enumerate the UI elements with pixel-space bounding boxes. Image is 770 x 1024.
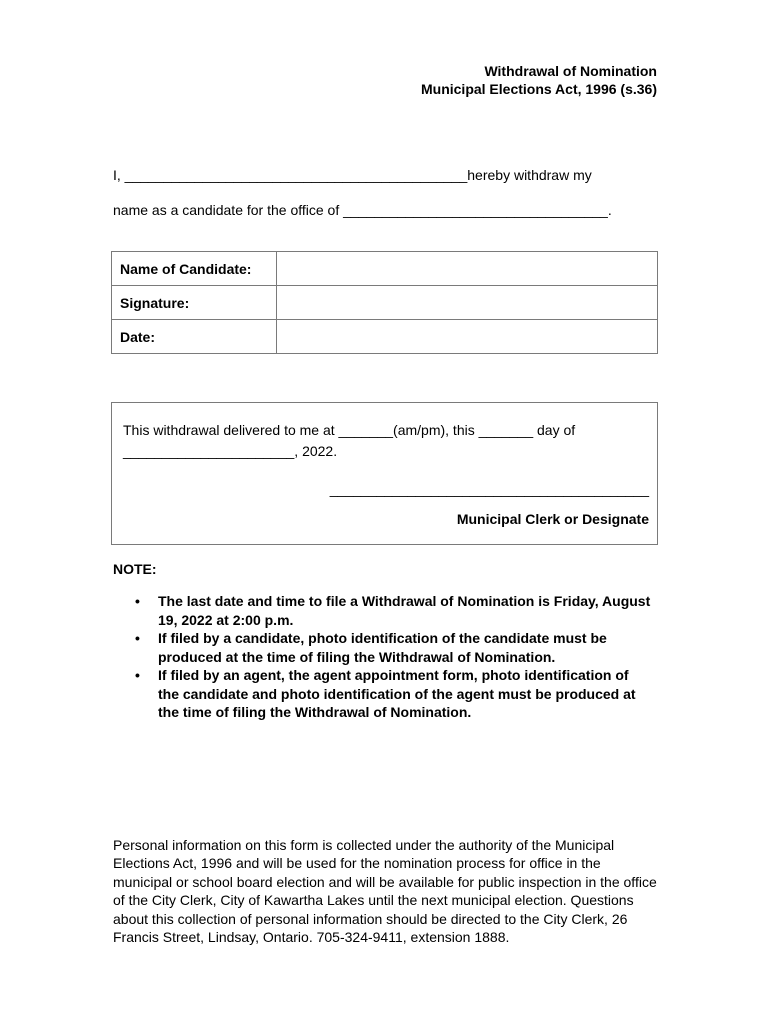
- date-field[interactable]: [277, 320, 658, 354]
- note-text: If filed by an agent, the agent appointment form, photo identification of the candidate and photo identification of the agent must be produced at the time of filing the Withdrawal of Nomination.: [158, 667, 636, 720]
- notes-list: [113, 592, 653, 722]
- candidate-name-field[interactable]: [277, 252, 658, 286]
- clerk-signature-line: _________________________________________: [329, 481, 649, 497]
- table-row: [112, 252, 658, 286]
- form-title: Withdrawal of Nomination: [484, 63, 657, 79]
- signature-label: Signature:: [112, 286, 277, 320]
- note-heading: NOTE:: [113, 561, 157, 577]
- delivery-box: [111, 402, 658, 545]
- note-text: The last date and time to file a Withdrawal of Nomination is Friday, August 19, 2022 at 2:00 p.m.: [158, 593, 651, 628]
- privacy-notice: Personal information on this form is collected under the authority of the Municipal Elections Act, 1996 and will be used for the nomination process for office in the municipal or school board election and will be available for public inspection in the office of the City Clerk, City of Kawartha Lakes until the next municipal election. Questions about this collection of personal information should be directed to the City Clerk, 26 Francis Street, Lindsay, Ontario. 705-324-9411, extension 1888.: [113, 837, 657, 946]
- delivery-line1: This withdrawal delivered to me at _______(am/pm), this _______ day of: [123, 422, 576, 438]
- clerk-signer-label: Municipal Clerk or Designate: [456, 511, 649, 527]
- form-subtitle: Municipal Elections Act, 1996 (s.36): [420, 81, 657, 97]
- withdrawal-statement-line2: name as a candidate for the office of __________________________________.: [113, 202, 612, 218]
- bullet-icon: •: [135, 630, 140, 646]
- bullet-icon: •: [135, 667, 140, 683]
- table-row: [112, 320, 658, 354]
- candidate-info-table: [111, 251, 658, 354]
- signature-field[interactable]: [277, 286, 658, 320]
- list-item: [113, 629, 653, 666]
- candidate-name-label: Name of Candidate:: [112, 252, 277, 286]
- note-text: If filed by a candidate, photo identification of the candidate must be produced at the time of filing the Withdrawal of Nomination.: [158, 630, 607, 665]
- list-item: [113, 592, 653, 629]
- list-item: [113, 666, 653, 722]
- date-label: Date:: [112, 320, 277, 354]
- withdrawal-statement-line1: I, ____________________________________________hereby withdraw my: [113, 167, 592, 183]
- table-row: [112, 286, 658, 320]
- bullet-icon: •: [135, 593, 140, 609]
- delivery-line2: ______________________, 2022.: [123, 443, 338, 459]
